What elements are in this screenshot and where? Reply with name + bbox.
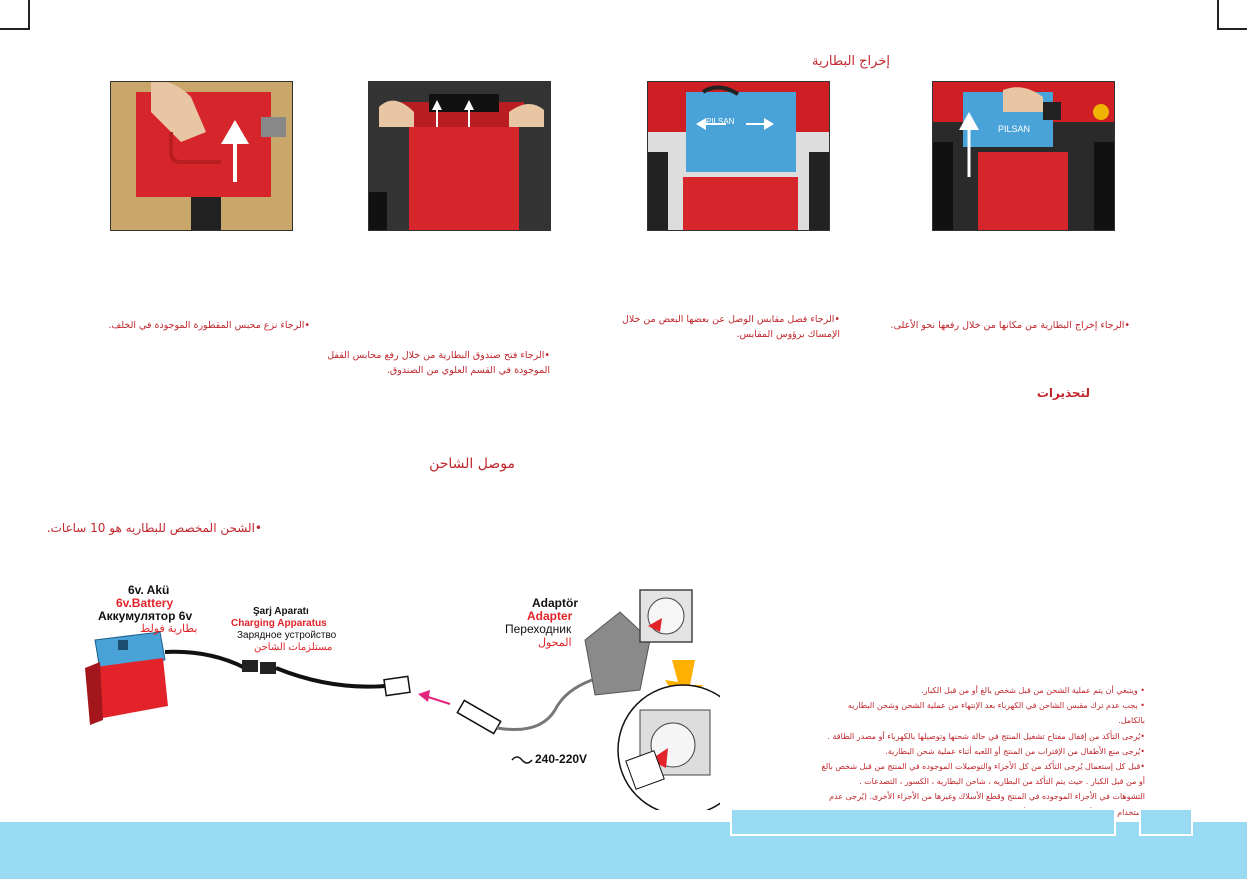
adapter-label-tr: Adaptör bbox=[532, 596, 578, 610]
battery-label-en: 6v.Battery bbox=[116, 596, 174, 610]
caption-step-remove-latch: •الرجاء نزع محبس المقطورة الموجودة في الخلف. bbox=[108, 320, 310, 331]
photo-step-remove-trailer-latch bbox=[110, 81, 293, 231]
caption-step-open-box bbox=[310, 348, 550, 378]
caption-step-open-line2: الموجودة في القسم العلوي من الصندوق. bbox=[386, 365, 550, 377]
photo-brand-label-2: PILSAN bbox=[706, 117, 735, 126]
warning-line: •قبل كل إستعمال يُرجى التأكد من كل الأجزاء والتوصيلات الموجوده في المنتج من قبل شخص بالغ bbox=[821, 761, 1145, 771]
photo-step-open-box bbox=[368, 81, 551, 231]
charger-note: •الشحن المخصص للبطاريه هو 10 ساعات. bbox=[46, 521, 262, 535]
warning-line: • يجب عدم ترك مقبس الشاحن في الكهرباء بعد الإنتهاء من عملية الشحن وشحن البطاريه bbox=[847, 701, 1145, 711]
caption-step-lift-battery: •الرجاء إخراج البطارية من مكانها من خلال رفعها نحو الأعلى. bbox=[890, 320, 1130, 331]
battery-illustration bbox=[85, 632, 168, 725]
caption-step-open-line1: •الرجاء فتح صندوق البطارية من خلال رفع محابس القفل bbox=[327, 350, 550, 361]
battery-label-ru: Аккумулятор 6v bbox=[98, 609, 193, 623]
voltage-label: 240-220V bbox=[535, 752, 588, 766]
adapter-label-ru: Переходник bbox=[505, 622, 572, 636]
photo-step-lift-battery bbox=[932, 81, 1115, 231]
caption-step-disconnect-plugs bbox=[600, 312, 840, 342]
warning-line: إستخدام bbox=[1117, 807, 1145, 817]
adapter-label-en: Adapter bbox=[527, 609, 573, 623]
charger-section-title: موصل الشاحن bbox=[429, 456, 515, 472]
charger-label-en: Charging Apparatus bbox=[231, 618, 327, 629]
warning-line: •يُرجى التأكد من إقفال مفتاح تشغيل المنتج في حالة شحنها وتوصيلها بالكهرباء أو مصدر الطاقة . bbox=[827, 731, 1145, 741]
footer-page-number-box bbox=[1139, 808, 1193, 836]
charger-label-ar: مستلزمات الشاحن bbox=[254, 642, 333, 653]
crop-mark-top-right bbox=[1217, 0, 1247, 30]
caption-step-disconnect-line1: •الرجاء فصل مقابس الوصل عن بعضها البعض من خلال bbox=[621, 314, 840, 325]
photo-brand-label: PILSAN bbox=[998, 124, 1031, 134]
footer-title-box bbox=[730, 808, 1116, 836]
charger-label-tr: Şarj Aparatı bbox=[253, 606, 309, 617]
battery-section-title: إخراج البطارية bbox=[812, 54, 890, 69]
warning-line: • وينبغي أن يتم عملية الشحن من قبل شخص بالغ أو من قبل الكبار. bbox=[921, 686, 1145, 695]
battery-label-tr: 6v. Akü bbox=[128, 583, 170, 597]
photo-step-disconnect-plugs bbox=[647, 81, 830, 231]
battery-label-ar: بطارية فولط bbox=[140, 623, 198, 635]
crop-mark-top-left bbox=[0, 0, 30, 30]
charger-label-ru: Зарядное устройство bbox=[237, 630, 337, 641]
warning-line: التشوهات في الأجزاء الموجوده في المنتج وقطع الأسلاك وغيرها من الأجزاء الأخرى. (يُرجى عدم bbox=[829, 792, 1145, 802]
warnings-title: لتحذيرات bbox=[1036, 386, 1090, 400]
charging-diagram bbox=[0, 560, 720, 810]
warning-line: بالكامل. bbox=[1118, 716, 1145, 726]
caption-step-disconnect-line2: الإمساك برؤوس المقابس. bbox=[736, 329, 840, 341]
warnings-list bbox=[735, 683, 1145, 820]
warning-line: أو من قبل الكبار . حيث يتم التأكد من البطاريه ، شاحن البطاريه ، الكسور ، التصدعات . bbox=[859, 777, 1145, 787]
warning-line: •يُرجى منع الأطفال من الإقتراب من المنتج أو اللعبه أثناء عملية شحن البطارية. bbox=[885, 746, 1145, 756]
adapter-label-ar: المحول bbox=[538, 637, 572, 649]
